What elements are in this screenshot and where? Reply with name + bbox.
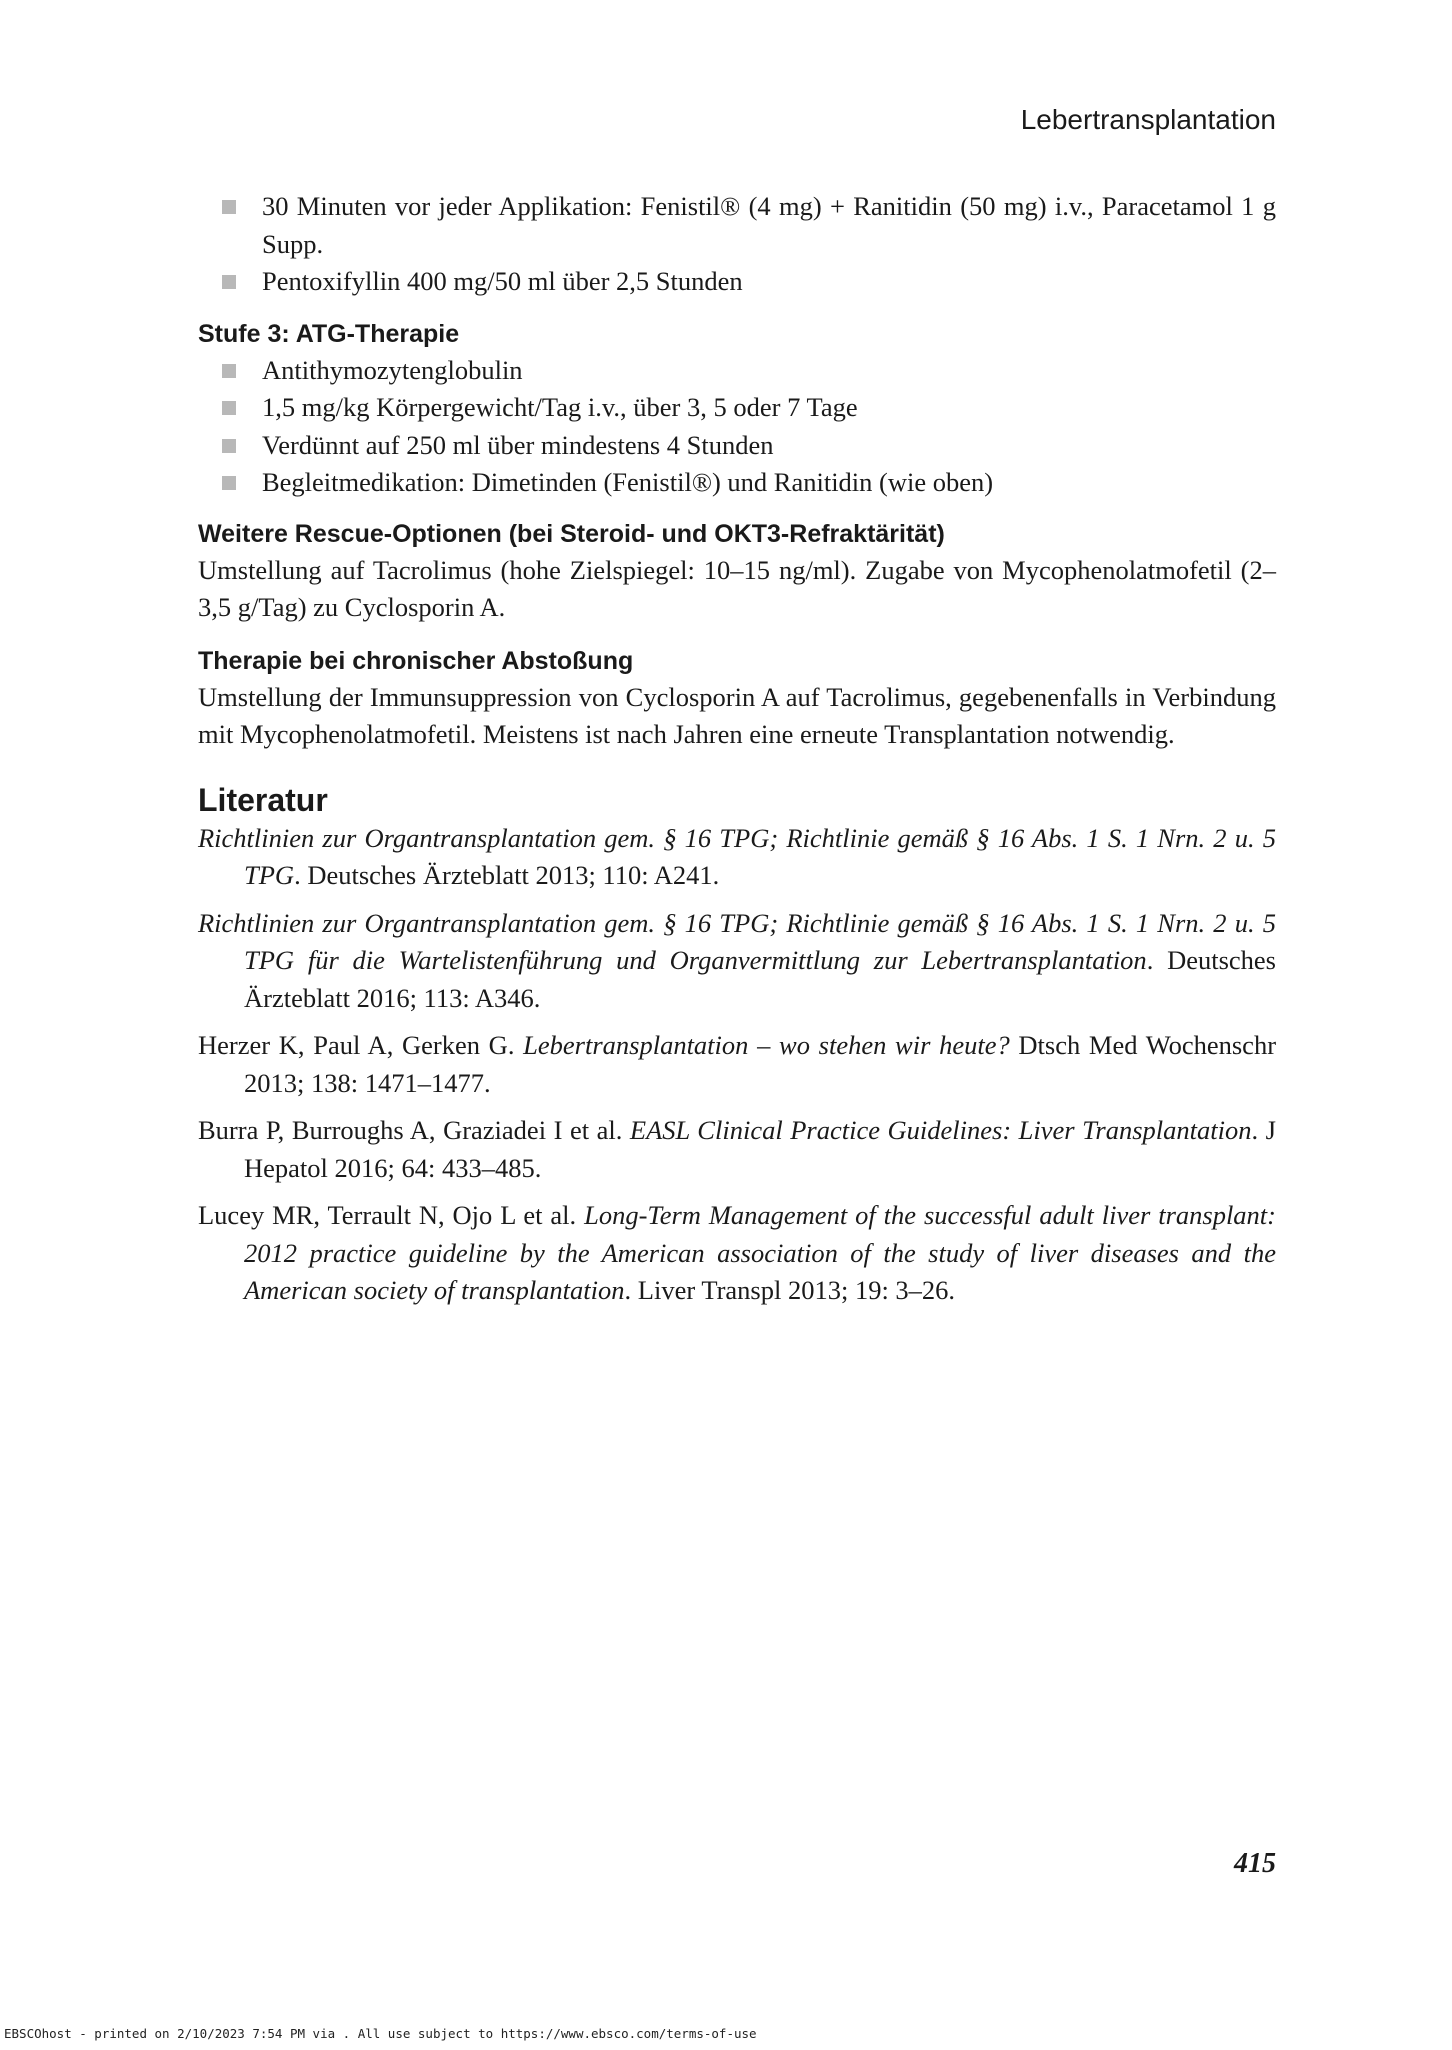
list-item: 1,5 mg/kg Körpergewicht/Tag i.v., über 3, 5 oder 7 Tage (198, 389, 1276, 427)
literature-heading: Literatur (198, 781, 328, 818)
reference-item: Lucey MR, Terrault N, Ojo L et al. Long-Term Management of the successful adult liver transplant: 2012 practice guideline by the American association of the study of liver diseases and the American society of transplantation. Liver Transpl 2013; 19: 3–26. (198, 1200, 1276, 1305)
rescue-paragraph: Umstellung auf Tacrolimus (hohe Zielspiegel: 10–15 ng/ml). Zugabe von Mycophenolatmofetil (2–3,5 g/Tag) zu Cyclosporin A. (198, 554, 1276, 622)
square-bullet-icon (222, 476, 236, 490)
reference-item: Herzer K, Paul A, Gerken G. Lebertransplantation – wo stehen wir heute? Dtsch Med Wochenschr 2013; 138: 1471–1477. (198, 1030, 1277, 1098)
page-content (198, 188, 1276, 1310)
list-item: 30 Minuten vor jeder Applikation: Fenistil® (4 mg) + Ranitidin (50 mg) i.v., Paracetamol 1 g Supp. (198, 188, 1276, 263)
list-item: Verdünnt auf 250 ml über mindestens 4 Stunden (198, 427, 1276, 465)
premedication-list (198, 188, 1276, 301)
reference-item: Richtlinien zur Organtransplantation gem. § 16 TPG; Richtlinie gemäß § 16 Abs. 1 S. 1 Nrn. 2 u. 5 TPG für die Wartelistenführung und Organvermittlung zur Lebertransplantation. Deutsches Ärzteblatt 2016; 113: A346. (198, 907, 1276, 1013)
running-head: Lebertransplantation (1020, 104, 1276, 135)
square-bullet-icon (222, 275, 236, 289)
square-bullet-icon (222, 401, 236, 415)
square-bullet-icon (222, 439, 236, 453)
page-number: 415 (1234, 1848, 1276, 1879)
chronic-heading: Therapie bei chronischer Abstoßung (198, 646, 634, 675)
square-bullet-icon (222, 200, 236, 214)
stufe3-heading: Stufe 3: ATG-Therapie (198, 319, 460, 348)
footer-note: EBSCOhost - printed on 2/10/2023 7:54 PM via . All use subject to https://www.ebsco.com/terms-of-use (4, 2026, 757, 2041)
reference-item: Burra P, Burroughs A, Graziadei I et al. EASL Clinical Practice Guidelines: Liver Transplantation. J Hepatol 2016; 64: 433–485. (198, 1115, 1276, 1183)
reference-item: Richtlinien zur Organtransplantation gem. § 16 TPG; Richtlinie gemäß § 16 Abs. 1 S. 1 Nrn. 2 u. 5 TPG. Deutsches Ärzteblatt 2013; 110: A241. (198, 822, 1276, 890)
list-item: Antithymozytenglobulin (198, 352, 1276, 390)
rescue-heading: Weitere Rescue-Optionen (bei Steroid- und OKT3-Refraktärität) (198, 519, 945, 548)
square-bullet-icon (222, 364, 236, 378)
chronic-paragraph: Umstellung der Immunsuppression von Cyclosporin A auf Tacrolimus, gegebenenfalls in Verbindung mit Mycophenolatmofetil. Meistens ist nach Jahren eine erneute Transplantation notwendig. (198, 681, 1276, 749)
stufe3-list (198, 352, 1276, 502)
list-item: Begleitmedikation: Dimetinden (Fenistil®) und Ranitidin (wie oben) (198, 464, 1276, 502)
list-item: Pentoxifyllin 400 mg/50 ml über 2,5 Stunden (198, 263, 1276, 301)
